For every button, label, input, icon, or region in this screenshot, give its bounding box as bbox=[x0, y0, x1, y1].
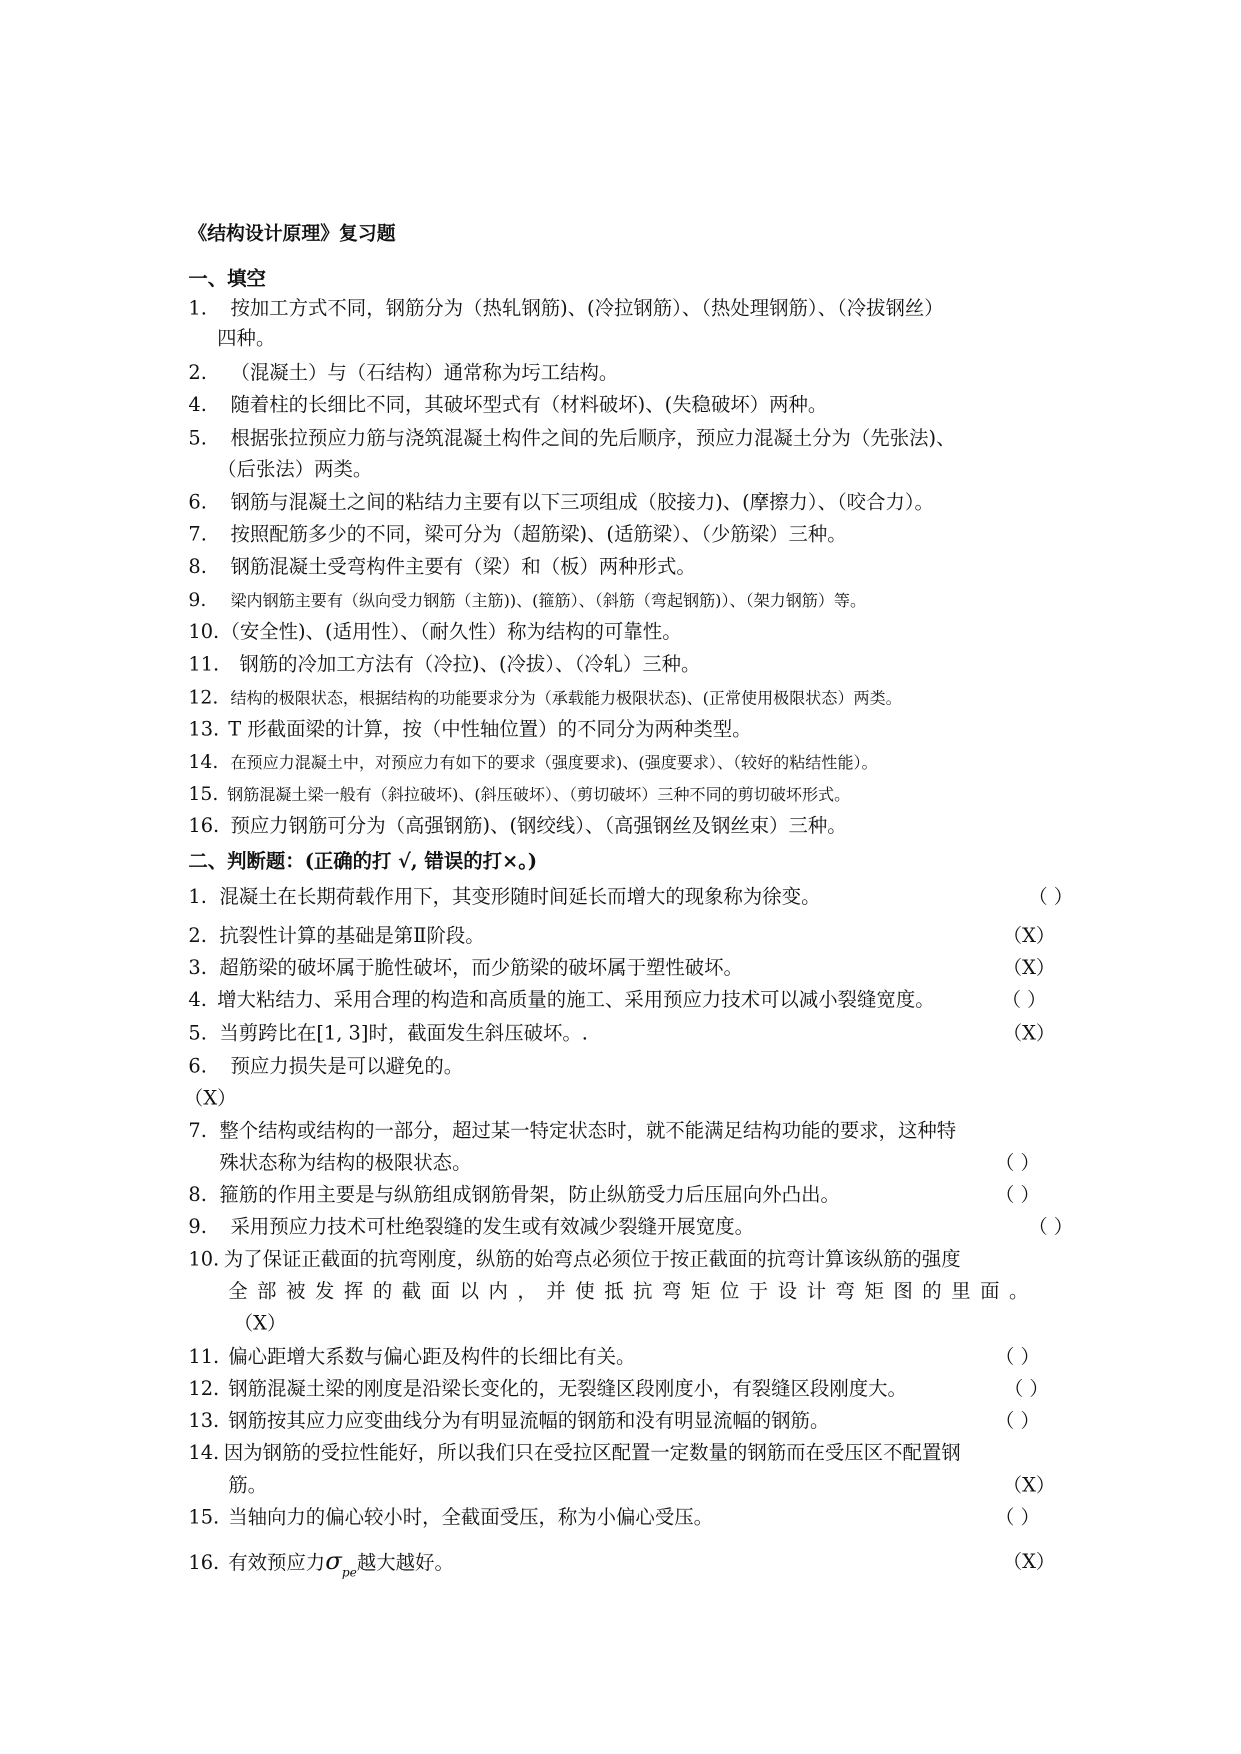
tf-item-4: 4. 增大粘结力、采用合理的构造和高质量的施工、采用预应力技术可以减小裂缝宽度。 bbox=[188, 989, 935, 1012]
fill-item-8: 8. 钢筋混凝土受弯构件主要有（梁）和（板）两种形式。 bbox=[188, 556, 696, 579]
tf-answer-12: （ ） bbox=[1003, 1378, 1049, 1401]
tf-item-15: 15. 当轴向力的偏心较小时，全截面受压，称为小偏心受压。 bbox=[188, 1506, 713, 1530]
fill-item-7: 7. 按照配筋多少的不同，梁可分为（超筋梁)、(适筋梁）、（少筋梁）三种。 bbox=[188, 524, 847, 547]
tf-answer-8: （ ） bbox=[994, 1184, 1040, 1207]
tf-answer-6: （X） bbox=[183, 1088, 237, 1111]
section-heading-fill-in: 一、填空 bbox=[188, 268, 266, 291]
fill-item-1: 1. 按加工方式不同，钢筋分为（热轧钢筋)、(冷拉钢筋）、（热处理钢筋）、（冷拔钢丝） bbox=[188, 298, 944, 321]
tf-item-7: 7. 整个结构或结构的一部分，超过某一特定状态时，就不能满足结构功能的要求，这种特 bbox=[188, 1120, 957, 1143]
fill-item-13: 13. T 形截面梁的计算，按（中性轴位置）的不同分为两种类型。 bbox=[188, 719, 752, 742]
tf-answer-4: （ ） bbox=[1001, 989, 1047, 1012]
fill-item-5-cont: （后张法）两类。 bbox=[217, 458, 373, 481]
fill-item-10: 10.（安全性)、(适用性）、（耐久性）称为结构的可靠性。 bbox=[188, 621, 682, 644]
fill-item-16: 16. 预应力钢筋可分为（高强钢筋)、(钢绞线）、（高强钢丝及钢丝束）三种。 bbox=[188, 815, 847, 838]
fill-item-14: 14. 在预应力混凝土中，对预应力有如下的要求（强度要求)、(强度要求）、（较好的粘结性能）。 bbox=[188, 751, 878, 774]
tf-answer-1: （ ） bbox=[1028, 886, 1074, 909]
fill-item-2: 2. （混凝土）与（石结构）通常称为圬工结构。 bbox=[188, 362, 619, 385]
tf-item-13: 13. 钢筋按其应力应变曲线分为有明显流幅的钢筋和没有明显流幅的钢筋。 bbox=[188, 1410, 830, 1433]
tf-item-14: 14. 因为钢筋的受拉性能好，所以我们只在受拉区配置一定数量的钢筋而在受压区不配置钢 bbox=[188, 1442, 961, 1465]
tf-answer-11: （ ） bbox=[994, 1346, 1040, 1369]
fill-item-4: 4. 随着柱的长细比不同，其破坏型式有（材料破坏)、(失稳破坏）两种。 bbox=[188, 394, 828, 417]
tf-answer-10: （X） bbox=[233, 1312, 287, 1336]
tf-item-6: 6. 预应力损失是可以避免的。 bbox=[188, 1055, 464, 1079]
tf-item-10: 10. 为了保证正截面的抗弯刚度，纵筋的始弯点必须位于按正截面的抗弯计算该纵筋的强度 bbox=[188, 1248, 961, 1271]
tf-answer-13: （ ） bbox=[994, 1410, 1040, 1433]
tf-answer-3: （X） bbox=[1002, 957, 1056, 980]
fill-item-6: 6. 钢筋与混凝土之间的粘结力主要有以下三项组成（胶接力)、(摩擦力）、（咬合力）。 bbox=[188, 491, 934, 515]
fill-item-12: 12. 结构的极限状态，根据结构的功能要求分为（承载能力极限状态)、(正常使用极限状态）两类。 bbox=[188, 686, 902, 710]
tf-item-11: 11. 偏心距增大系数与偏心距及构件的长细比有关。 bbox=[188, 1346, 636, 1369]
tf-item-5: 5. 当剪跨比在[1, 3]时，截面发生斜压破坏。. bbox=[188, 1022, 588, 1045]
tf-item-14-cont: 筋。 bbox=[228, 1474, 268, 1497]
sigma-subscript: pe bbox=[341, 1565, 357, 1581]
tf-answer-7: （ ） bbox=[994, 1152, 1040, 1175]
tf-answer-15: （ ） bbox=[994, 1506, 1040, 1530]
tf-answer-5: （X） bbox=[1002, 1022, 1056, 1045]
tf-item-16: 16. 有效预应力$\sigma_{pe}$越大越好。 bbox=[188, 1547, 454, 1581]
tf-item-2: 2. 抗裂性计算的基础是第Ⅱ阶段。 bbox=[188, 925, 485, 948]
tf-item-8: 8. 箍筋的作用主要是与纵筋组成钢筋骨架，防止纵筋受力后压屈向外凸出。 bbox=[188, 1184, 840, 1207]
tf-item-10-cont: 全部被发挥的截面以内，并使抵抗弯矩位于设计弯矩图的里面。 bbox=[228, 1280, 1038, 1304]
tf-answer-2: （X） bbox=[1002, 925, 1056, 948]
document-title: 《结构设计原理》复习题 bbox=[188, 222, 396, 245]
tf-answer-16: （X） bbox=[1002, 1551, 1056, 1574]
tf-item-9: 9. 采用预应力技术可杜绝裂缝的发生或有效减少裂缝开展宽度。 bbox=[188, 1216, 754, 1239]
tf-answer-14: （X） bbox=[1002, 1474, 1056, 1497]
tf-answer-9: （ ） bbox=[1028, 1216, 1074, 1239]
fill-item-9: 9. 梁内钢筋主要有（纵向受力钢筋（主筋))、(箍筋）、（斜筋（弯起钢筋)）、（架力钢筋）等。 bbox=[188, 589, 867, 612]
fill-item-1-cont: 四种。 bbox=[217, 327, 276, 351]
section-heading-true-false: 二、判断题：(正确的打 √, 错误的打×。) bbox=[188, 850, 538, 874]
sigma-symbol: σ bbox=[325, 1547, 342, 1576]
tf-item-3: 3. 超筋梁的破坏属于脆性破坏，而少筋梁的破坏属于塑性破坏。 bbox=[188, 957, 743, 980]
fill-item-15: 15. 钢筋混凝土梁一般有（斜拉破坏)、(斜压破坏）、（剪切破坏）三种不同的剪切破坏形式。 bbox=[188, 783, 851, 806]
tf-item-12: 12. 钢筋混凝土梁的刚度是沿梁长变化的，无裂缝区段刚度小，有裂缝区段刚度大。 bbox=[188, 1378, 907, 1401]
tf-item-1: 1. 混凝土在长期荷载作用下，其变形随时间延长而增大的现象称为徐变。 bbox=[188, 886, 821, 909]
tf-item-7-cont: 殊状态称为结构的极限状态。 bbox=[219, 1152, 472, 1175]
fill-item-11: 11. 钢筋的冷加工方法有（冷拉)、(冷拔）、（冷轧）三种。 bbox=[188, 653, 701, 676]
fill-item-5: 5. 根据张拉预应力筋与浇筑混凝土构件之间的先后顺序，预应力混凝土分为（先张法)、 bbox=[188, 427, 956, 450]
